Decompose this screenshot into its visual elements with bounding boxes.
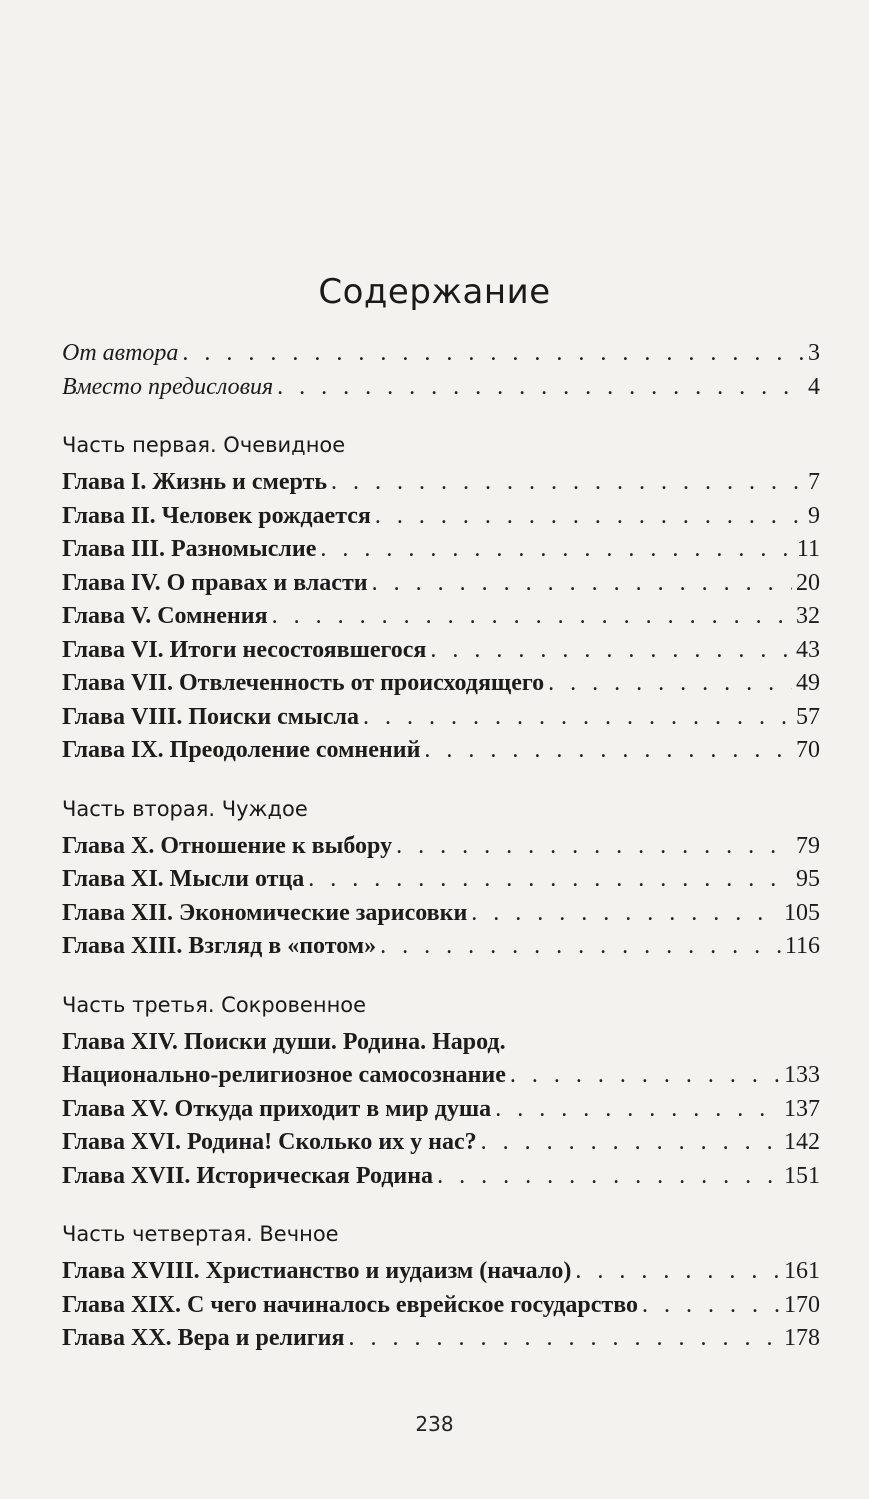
toc-entry-title: Национально-религиозное самосознание bbox=[62, 1062, 506, 1088]
dot-leader bbox=[308, 866, 792, 893]
table-of-contents bbox=[62, 340, 820, 1359]
dot-leader bbox=[495, 1096, 780, 1123]
toc-entry-title: Вместо предисловия bbox=[62, 373, 274, 400]
toc-entry-title: Глава I. Жизнь и смерть bbox=[62, 469, 328, 495]
dot-leader bbox=[510, 1062, 780, 1089]
toc-entry[interactable] bbox=[62, 900, 820, 934]
toc-entry-page: 57 bbox=[796, 703, 820, 730]
dot-leader bbox=[437, 1163, 780, 1190]
toc-entry[interactable] bbox=[62, 469, 820, 503]
toc-entry-page: 133 bbox=[784, 1062, 820, 1088]
dot-leader bbox=[396, 833, 792, 860]
toc-entry-page: 142 bbox=[784, 1129, 820, 1155]
toc-entry[interactable] bbox=[62, 340, 820, 374]
toc-entry-title: Глава III. Разномыслие bbox=[62, 536, 317, 562]
toc-entry[interactable] bbox=[62, 1292, 820, 1326]
toc-entry-page: 32 bbox=[796, 603, 820, 629]
toc-entry[interactable] bbox=[62, 637, 820, 671]
toc-entry-title: Глава X. Отношение к выбору bbox=[62, 832, 393, 859]
toc-entry-page: 170 bbox=[784, 1291, 820, 1318]
toc-entry-title: Глава XIX. С чего начиналось еврейское государство bbox=[62, 1291, 638, 1318]
dot-leader bbox=[380, 933, 781, 960]
toc-entry-page: 95 bbox=[796, 866, 820, 892]
toc-entry-page: 105 bbox=[784, 899, 820, 926]
toc-entry-page: 9 bbox=[808, 502, 820, 529]
dot-leader bbox=[320, 536, 793, 563]
toc-entry-title: Глава IV. О правах и власти bbox=[62, 569, 368, 596]
toc-entry-title: Глава VI. Итоги несостоявшегося bbox=[62, 636, 427, 663]
toc-entry[interactable] bbox=[62, 670, 820, 704]
toc-entry[interactable] bbox=[62, 1029, 820, 1063]
toc-entry-title: Глава XIV. Поиски души. Родина. Народ. bbox=[62, 1028, 506, 1055]
toc-entry-title: Глава VII. Отвлеченность от происходящего bbox=[62, 670, 545, 696]
toc-entry[interactable] bbox=[62, 1258, 820, 1292]
part-heading: Часть третья. Сокровенное bbox=[62, 992, 367, 1017]
toc-entry-page: 161 bbox=[784, 1258, 820, 1284]
dot-leader bbox=[424, 737, 792, 764]
toc-entry-page: 79 bbox=[796, 832, 820, 859]
toc-entry[interactable] bbox=[62, 603, 820, 637]
page-number: 238 bbox=[415, 1412, 454, 1436]
part-heading: Часть первая. Очевидное bbox=[62, 433, 346, 457]
toc-entry-title: Глава XVI. Родина! Сколько их у нас? bbox=[62, 1129, 477, 1155]
toc-entry[interactable] bbox=[62, 374, 820, 408]
toc-parts bbox=[62, 421, 820, 1359]
part-heading: Часть вторая. Чуждое bbox=[62, 796, 308, 821]
toc-entry-page: 137 bbox=[784, 1095, 820, 1122]
toc-entry[interactable] bbox=[62, 570, 820, 604]
toc-entry-page: 49 bbox=[796, 670, 820, 696]
toc-entry-title: Глава XIII. Взгляд в «потом» bbox=[62, 933, 377, 959]
toc-entry-title: Глава XVII. Историческая Родина bbox=[62, 1162, 434, 1189]
dot-leader bbox=[375, 503, 804, 530]
toc-entry-page: 4 bbox=[808, 373, 820, 400]
dot-leader bbox=[277, 374, 804, 401]
toc-entry-title: Глава XII. Экономические зарисовки bbox=[62, 899, 468, 926]
toc-entry[interactable] bbox=[62, 866, 820, 900]
toc-entry[interactable] bbox=[62, 704, 820, 738]
dot-leader bbox=[349, 1325, 781, 1352]
toc-entry-page: 3 bbox=[808, 340, 820, 366]
toc-entry-page: 20 bbox=[796, 569, 820, 596]
toc-entry[interactable] bbox=[62, 1129, 820, 1163]
toc-entry-page: 116 bbox=[784, 933, 820, 959]
toc-entry-page: 151 bbox=[784, 1162, 820, 1189]
dot-leader bbox=[575, 1258, 780, 1285]
toc-entry-page: 178 bbox=[784, 1325, 820, 1351]
dot-leader bbox=[363, 704, 792, 731]
toc-entry-title: Глава XI. Мысли отца bbox=[62, 866, 305, 892]
dot-leader bbox=[331, 469, 804, 496]
dot-leader bbox=[372, 570, 792, 597]
dot-leader bbox=[548, 670, 792, 697]
toc-entry[interactable] bbox=[62, 933, 820, 967]
part-heading: Часть четвертая. Вечное bbox=[62, 1222, 339, 1246]
toc-entry-title: Глава VIII. Поиски смысла bbox=[62, 703, 359, 730]
toc-entry[interactable] bbox=[62, 1325, 820, 1359]
toc-intro bbox=[62, 340, 820, 407]
toc-entry-title: Глава XX. Вера и религия bbox=[62, 1325, 345, 1351]
dot-leader bbox=[642, 1292, 780, 1319]
toc-entry-title: Глава II. Человек рождается bbox=[62, 502, 371, 529]
toc-entry-page: 43 bbox=[796, 636, 820, 663]
dot-leader bbox=[481, 1129, 780, 1156]
toc-entry[interactable] bbox=[62, 1096, 820, 1130]
dot-leader bbox=[182, 340, 804, 367]
toc-entry[interactable] bbox=[62, 503, 820, 537]
toc-entry-page: 11 bbox=[796, 536, 820, 562]
toc-entry-title: От автора bbox=[62, 340, 179, 366]
toc-entry[interactable] bbox=[62, 1062, 820, 1096]
toc-entry[interactable] bbox=[62, 833, 820, 867]
toc-entry-title: Глава IX. Преодоление сомнений bbox=[62, 737, 421, 763]
page-title: Содержание bbox=[318, 272, 551, 312]
toc-entry-title: Глава XV. Откуда приходит в мир душа bbox=[62, 1095, 492, 1122]
toc-entry[interactable] bbox=[62, 536, 820, 570]
dot-leader bbox=[471, 900, 780, 927]
toc-entry[interactable] bbox=[62, 1163, 820, 1197]
toc-entry-page: 7 bbox=[808, 469, 820, 495]
toc-entry-title: Глава XVIII. Христианство и иудаизм (начало) bbox=[62, 1258, 572, 1284]
toc-entry-page: 70 bbox=[796, 737, 820, 763]
toc-entry-title: Глава V. Сомнения bbox=[62, 603, 268, 629]
dot-leader bbox=[272, 603, 792, 630]
dot-leader bbox=[430, 637, 792, 664]
toc-entry[interactable] bbox=[62, 737, 820, 771]
